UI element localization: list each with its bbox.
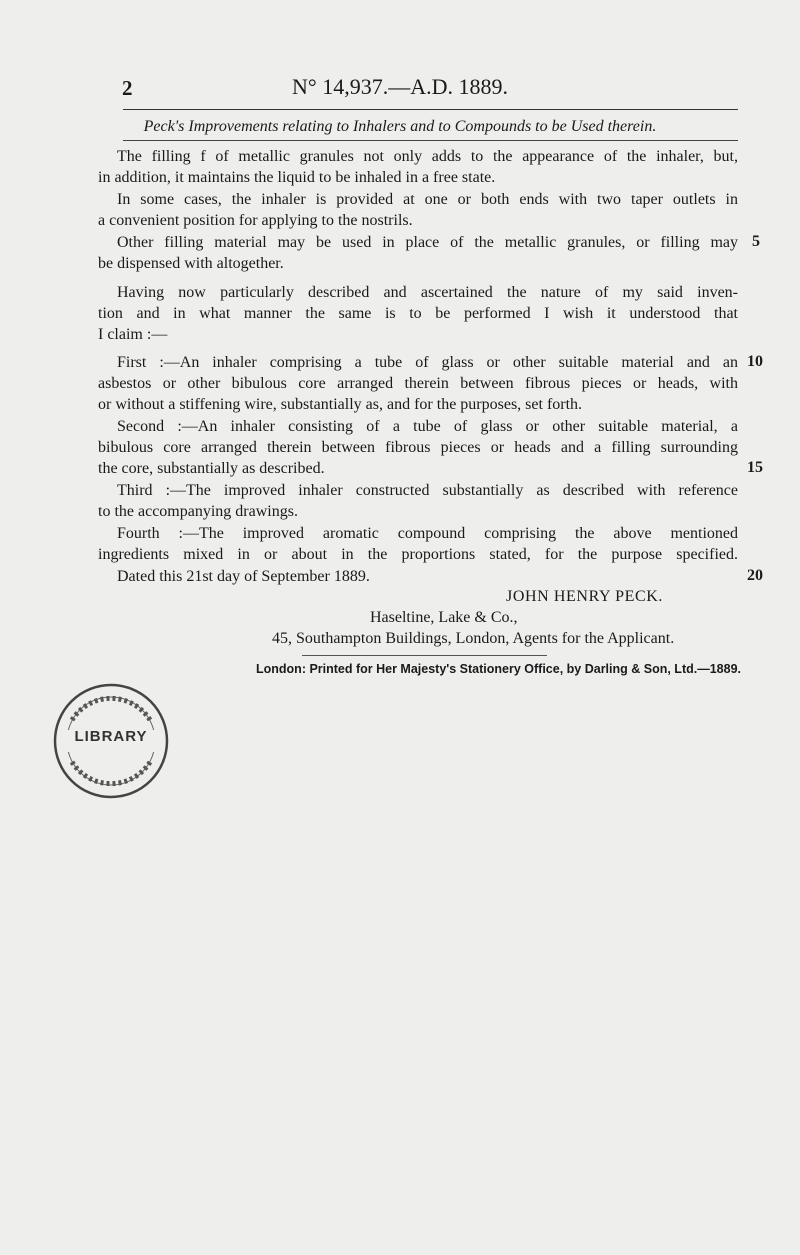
body-line: to the accompanying drawings. (98, 503, 298, 520)
body-line: Dated this 21st day of September 1889. (117, 568, 370, 585)
library-stamp (50, 680, 172, 802)
body-line: Second :—An inhaler consisting of a tube of glass or other suitable material, a (117, 418, 738, 435)
body-line: be dispensed with altogether. (98, 255, 284, 272)
body-line: the core, substantially as described. (98, 460, 325, 477)
library-stamp-label: LIBRARY (74, 728, 148, 745)
body-line: ingredients mixed in or about in the proportions stated, for the purpose specified. (98, 546, 738, 563)
header-rule-top (123, 109, 738, 110)
body-line: a convenient position for applying to the nostrils. (98, 212, 413, 229)
body-line: tion and in what manner the same is to be performed I wish it understood that (98, 305, 738, 322)
page-number: 2 (122, 76, 133, 100)
body-line: asbestos or other bibulous core arranged therein between fibrous pieces or heads, with (98, 375, 738, 392)
body-line: Third :—The improved inhaler constructed substantially as described with reference (117, 482, 738, 499)
printer-imprint: London: Printed for Her Majesty's Stationery Office, by Darling & Son, Ltd.—1889. (256, 662, 741, 676)
body-line: bibulous core arranged therein between fibrous pieces or heads and a filling surrounding (98, 439, 738, 456)
body-line: Fourth :—The improved aromatic compound comprising the above mentioned (117, 525, 738, 542)
agent-firm: Haseltine, Lake & Co., (370, 609, 518, 626)
margin-line-number: 5 (752, 233, 760, 250)
body-line: The filling f of metallic granules not only adds to the appearance of the inhaler, but, (117, 148, 738, 165)
body-line: or without a stiffening wire, substantially as, and for the purposes, set forth. (98, 396, 583, 413)
margin-line-number: 20 (747, 567, 763, 584)
imprint-rule (302, 655, 547, 656)
body-line: in addition, it maintains the liquid to be inhaled in a free state. (98, 169, 496, 186)
running-title: Peck's Improvements relating to Inhalers and to Compounds to be Used therein. (143, 118, 657, 135)
margin-line-number: 10 (747, 353, 763, 370)
header-rule-bottom (123, 140, 738, 141)
body-line: Having now particularly described and ascertained the nature of my said inven- (117, 284, 738, 301)
margin-line-number: 15 (747, 459, 763, 476)
body-line: In some cases, the inhaler is provided at one or both ends with two taper outlets in (117, 191, 738, 208)
patent-number: N° 14,937.—A.D. 1889. (292, 74, 508, 99)
body-line: Other filling material may be used in place of the metallic granules, or filling may (117, 234, 738, 251)
body-line: First :—An inhaler comprising a tube of glass or other suitable material and an (117, 354, 738, 371)
body-line: I claim :— (98, 326, 168, 343)
agent-address: 45, Southampton Buildings, London, Agents for the Applicant. (272, 630, 675, 647)
signature-name: JOHN HENRY PECK. (506, 588, 664, 605)
